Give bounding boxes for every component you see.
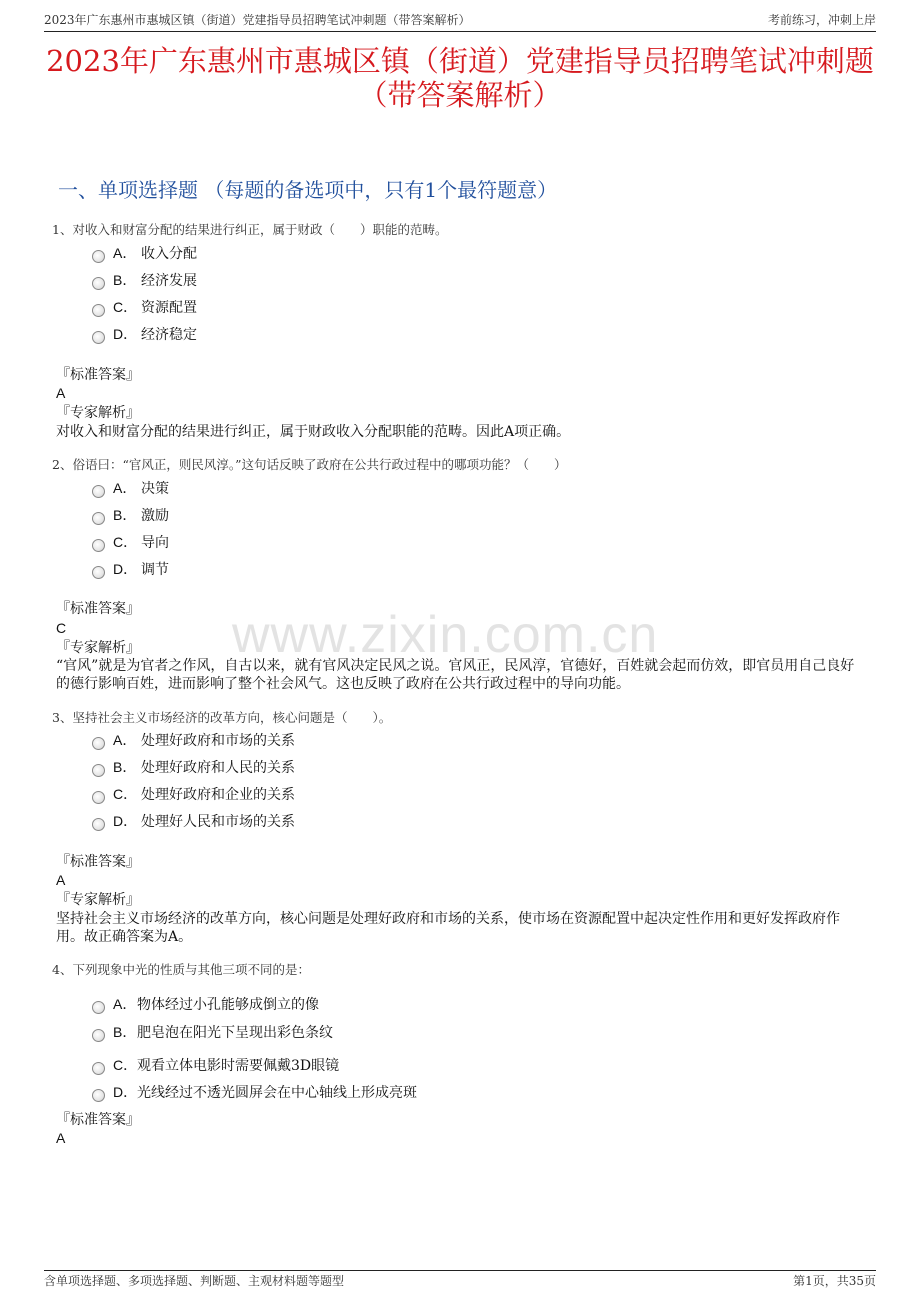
question-4-stem: 4、下列现象中光的性质与其他三项不同的是： <box>52 962 310 977</box>
option-text: 处理好政府和市场的关系 <box>141 733 295 749</box>
radio-button-icon[interactable] <box>92 737 105 750</box>
option-text: 收入分配 <box>141 246 197 262</box>
option-letter: C． <box>113 786 138 802</box>
page-number: 第1页，共35页 <box>793 1274 876 1288</box>
radio-button-icon[interactable] <box>92 485 105 498</box>
option-letter: D． <box>113 326 138 342</box>
question-1-answer: A <box>56 385 66 401</box>
question-3-option-c[interactable] <box>92 784 295 804</box>
question-1-stem: 1、对收入和财富分配的结果进行纠正，属于财政（ ）职能的范畴。 <box>52 222 448 237</box>
option-letter: C． <box>113 534 138 550</box>
running-header <box>44 10 876 32</box>
radio-button-icon[interactable] <box>92 566 105 579</box>
option-letter: A． <box>113 480 137 496</box>
radio-button-icon[interactable] <box>92 512 105 525</box>
question-2-stem: 2、俗语曰：“官风正，则民风淳。”这句话反映了政府在公共行政过程中的哪项功能？（ ） <box>52 457 567 472</box>
watermark: www.zixin.com.cn <box>232 606 659 664</box>
radio-button-icon[interactable] <box>92 331 105 344</box>
option-text: 光线经过不透光圆屏会在中心轴线上形成亮斑 <box>137 1085 417 1101</box>
question-4-option-b[interactable] <box>92 1022 333 1042</box>
question-2-option-d[interactable] <box>92 559 169 579</box>
option-letter: D． <box>113 561 138 577</box>
answer-label: 『标准答案』 <box>56 854 140 870</box>
question-4-answer: A <box>56 1130 66 1146</box>
question-3-answer: A <box>56 872 66 888</box>
header-slogan: 考前练习，冲刺上岸 <box>767 13 876 27</box>
radio-button-icon[interactable] <box>92 818 105 831</box>
radio-button-icon[interactable] <box>92 277 105 290</box>
option-letter: B． <box>113 759 137 775</box>
question-1-analysis: 对收入和财富分配的结果进行纠正，属于财政收入分配职能的范畴。因此A项正确。 <box>56 424 571 440</box>
answer-label: 『标准答案』 <box>56 601 140 617</box>
option-text: 激励 <box>141 508 169 524</box>
radio-button-icon[interactable] <box>92 539 105 552</box>
running-footer <box>44 1270 876 1292</box>
radio-button-icon[interactable] <box>92 250 105 263</box>
radio-button-icon[interactable] <box>92 304 105 317</box>
option-letter: A． <box>113 996 137 1012</box>
option-letter: D． <box>113 813 138 829</box>
option-text: 处理好人民和市场的关系 <box>141 814 295 830</box>
question-1-option-a[interactable] <box>92 243 197 263</box>
question-3-option-a[interactable] <box>92 730 295 750</box>
answer-label: 『标准答案』 <box>56 1112 140 1128</box>
option-letter: D． <box>113 1084 138 1100</box>
option-letter: B． <box>113 507 137 523</box>
option-letter: A． <box>113 732 137 748</box>
option-text: 经济稳定 <box>141 327 197 343</box>
analysis-label: 『专家解析』 <box>56 405 140 421</box>
question-1-option-d[interactable] <box>92 324 197 344</box>
question-3-stem: 3、坚持社会主义市场经济的改革方向，核心问题是（ ）。 <box>52 710 392 725</box>
question-3-analysis: 坚持社会主义市场经济的改革方向，核心问题是处理好政府和市场的关系，使市场在资源配置中起决定性作用和更好发挥政府作用。故正确答案为A。 <box>56 911 840 945</box>
option-text: 处理好政府和人民的关系 <box>141 760 295 776</box>
question-4-option-a[interactable] <box>92 994 319 1014</box>
analysis-label: 『专家解析』 <box>56 640 140 656</box>
question-1-option-c[interactable] <box>92 297 197 317</box>
analysis-label: 『专家解析』 <box>56 892 140 908</box>
option-text: 观看立体电影时需要佩戴3D眼镜 <box>137 1058 340 1074</box>
option-text: 决策 <box>141 481 169 497</box>
option-text: 资源配置 <box>141 300 197 316</box>
radio-button-icon[interactable] <box>92 764 105 777</box>
header-doc-title: 2023年广东惠州市惠城区镇（街道）党建指导员招聘笔试冲刺题（带答案解析） <box>44 13 471 27</box>
radio-button-icon[interactable] <box>92 791 105 804</box>
radio-button-icon[interactable] <box>92 1062 105 1075</box>
question-2-analysis: “官风”就是为官者之作风，自古以来，就有官风决定民风之说。官风正，民风淳，官德好，百姓就会起而仿效，即官员用自己良好的德行影响百姓，进而影响了整个社会风气。这也反映了政府在公共行政过程中的导向功能。 <box>56 658 855 692</box>
radio-button-icon[interactable] <box>92 1089 105 1102</box>
question-4-option-c[interactable] <box>92 1055 339 1075</box>
radio-button-icon[interactable] <box>92 1029 105 1042</box>
question-2-option-c[interactable] <box>92 532 169 552</box>
question-3-option-b[interactable] <box>92 757 295 777</box>
question-1-option-b[interactable] <box>92 270 197 290</box>
question-2-option-a[interactable] <box>92 478 169 498</box>
option-letter: C． <box>113 1057 138 1073</box>
option-text: 肥皂泡在阳光下呈现出彩色条纹 <box>137 1025 333 1041</box>
question-2-option-b[interactable] <box>92 505 169 525</box>
section-heading: 一、单项选择题 （每题的备选项中，只有1个最符题意） <box>58 178 558 202</box>
option-text: 物体经过小孔能够成倒立的像 <box>137 997 319 1013</box>
page-title: 2023年广东惠州市惠城区镇（街道）党建指导员招聘笔试冲刺题（带答案解析） <box>46 44 874 112</box>
option-text: 经济发展 <box>141 273 197 289</box>
option-letter: C． <box>113 299 138 315</box>
option-letter: B． <box>113 272 137 288</box>
question-3-option-d[interactable] <box>92 811 295 831</box>
radio-button-icon[interactable] <box>92 1001 105 1014</box>
question-2-answer: C <box>56 620 67 636</box>
option-text: 调节 <box>141 562 169 578</box>
footer-question-types: 含单项选择题、多项选择题、判断题、主观材料题等题型 <box>44 1274 345 1288</box>
question-4-option-d[interactable] <box>92 1082 417 1102</box>
option-text: 处理好政府和企业的关系 <box>141 787 295 803</box>
option-letter: B． <box>113 1024 137 1040</box>
option-letter: A． <box>113 245 137 261</box>
option-text: 导向 <box>141 535 169 551</box>
answer-label: 『标准答案』 <box>56 367 140 383</box>
